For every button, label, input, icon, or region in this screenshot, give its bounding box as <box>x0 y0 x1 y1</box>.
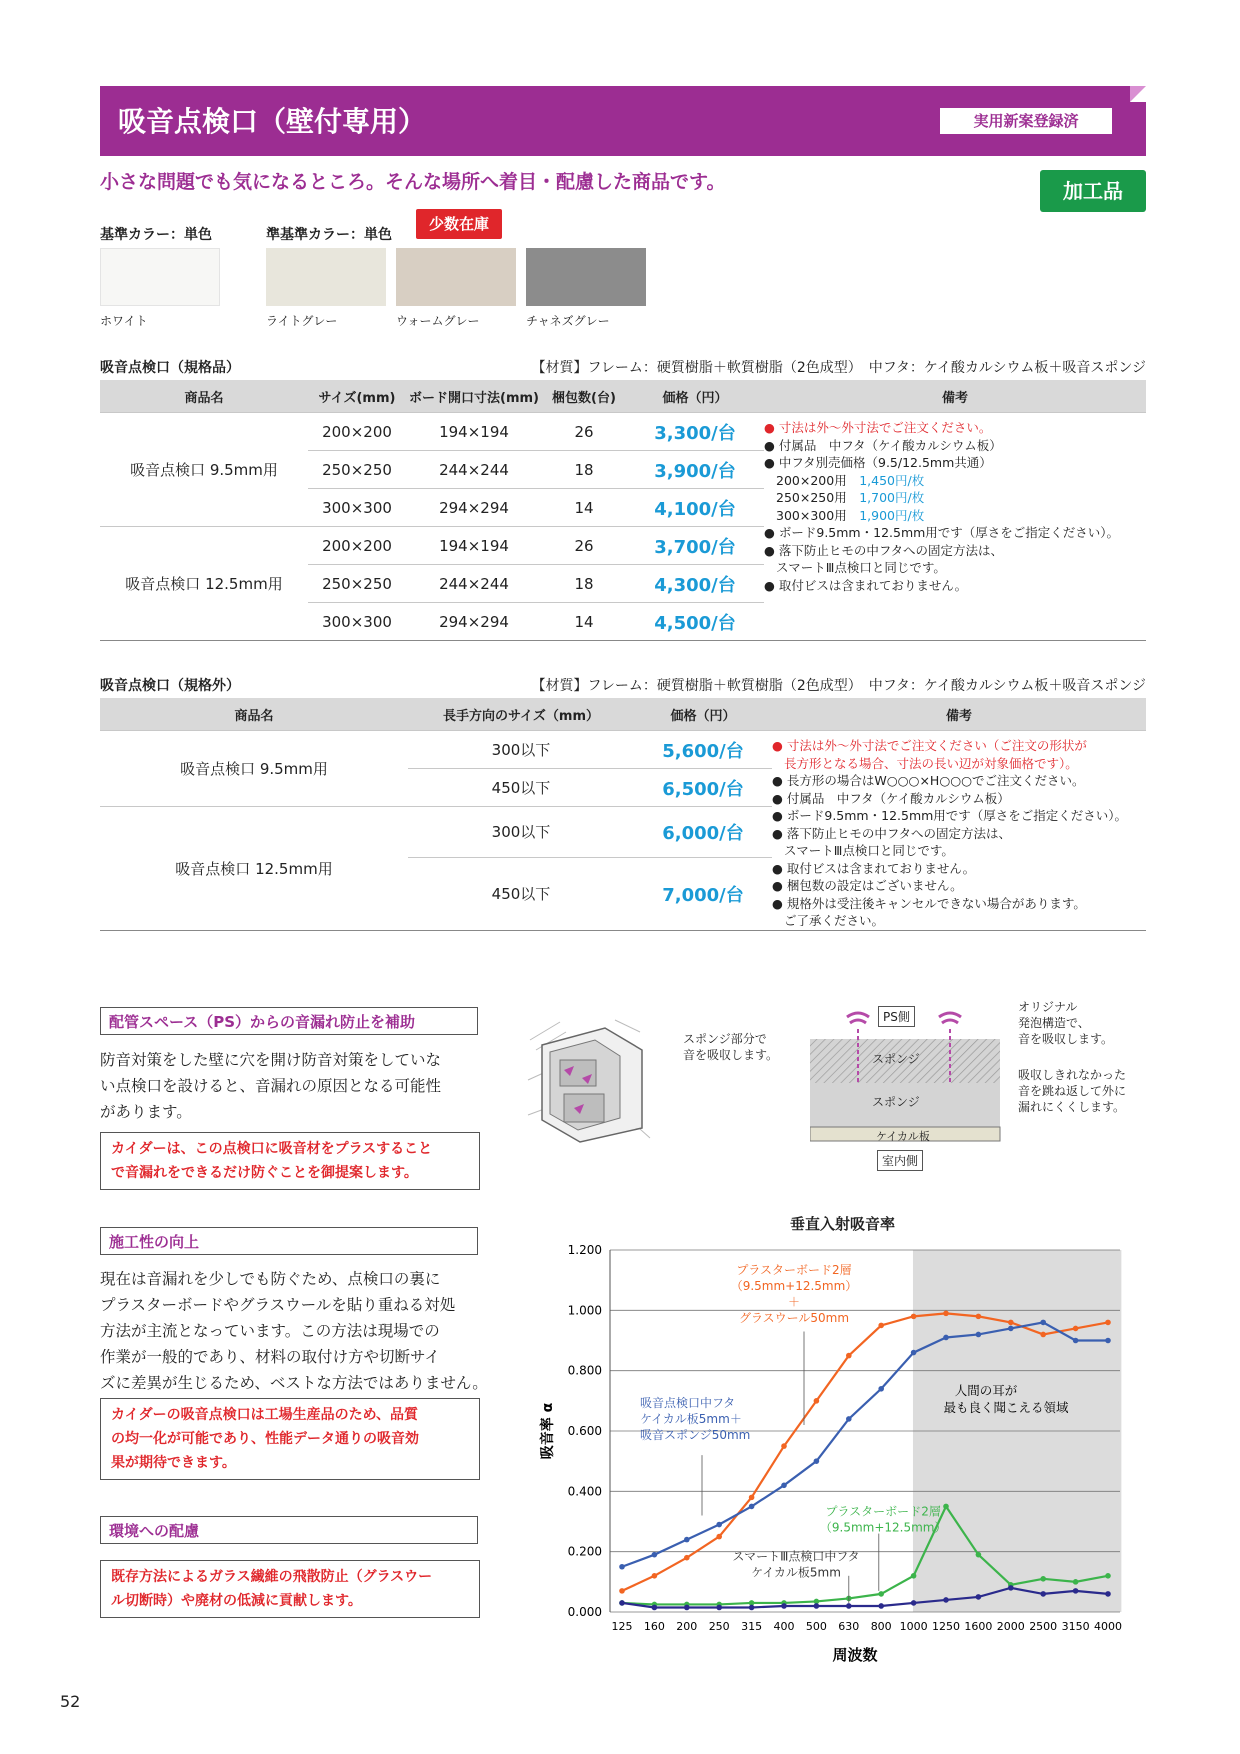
opening-cell: 194×194 <box>406 527 542 565</box>
remark: ● 長方形の場合はW○○○×H○○○でご注文ください。 <box>772 773 1085 788</box>
x-tick-label: 4000 <box>1094 1620 1122 1633</box>
series-point-3 <box>814 1603 820 1609</box>
x-tick-label: 250 <box>708 1620 730 1633</box>
low-stock-badge: 少数在庫 <box>416 209 502 239</box>
remark: ● 落下防止ヒモの中フタへの固定方法は、 <box>764 542 1004 558</box>
sponge-note: スポンジ部分で <box>683 1032 767 1046</box>
swatch-name: チャネズグレー <box>526 314 610 328</box>
series-point-0 <box>652 1573 658 1579</box>
tagline: 小さな問題でも気になるところ。そんな場所へ着目・配慮した商品です。 <box>100 171 726 193</box>
series-point-1 <box>749 1504 755 1510</box>
remark: スマートⅢ点検口と同じです。 <box>784 843 954 858</box>
series-point-1 <box>1073 1338 1079 1344</box>
swatch-name: ホワイト <box>100 314 148 328</box>
x-tick-label: 315 <box>741 1620 763 1633</box>
section-ps-highlight: カイダーは、この点検口に吸音材をプラスすること で音漏れをできるだけ防ぐことを御提案します。 <box>100 1132 480 1190</box>
series-label-2: （9.5mm+12.5mm） <box>819 1520 947 1535</box>
standard-spec-table <box>100 380 1146 641</box>
series-point-0 <box>846 1353 852 1359</box>
sponge-block-upper <box>560 1060 596 1086</box>
series-point-3 <box>846 1603 852 1609</box>
custom-spec-table <box>100 698 1146 931</box>
section-workability-body: 現在は音漏れを少しでも防ぐため、点検口の裏に プラスターボードやグラスウールを貼り重ねる対処 方法が主流となっています。この方法は現場での 作業が一般的であり、材料の取付け方や切断サイ ズに差異が生じるため、ベストな方法ではありません。 <box>100 1270 488 1392</box>
size-cell: 250×250 <box>308 565 406 603</box>
x-tick-label: 2000 <box>996 1620 1025 1633</box>
header-corner-fold <box>1130 86 1146 102</box>
remark: ● 取付ビスは含まれておりません。 <box>772 860 976 876</box>
highlight-label: 人間の耳が <box>954 1382 1018 1398</box>
page-title: 吸音点検口（壁付専用） <box>118 105 427 138</box>
y-tick-label: 0.000 <box>567 1605 602 1619</box>
series-point-1 <box>846 1416 852 1422</box>
series-point-3 <box>1040 1591 1046 1597</box>
y-tick-label: 0.600 <box>567 1424 602 1438</box>
series-point-1 <box>1105 1338 1111 1344</box>
room-side-label: 室内側 <box>877 1150 923 1171</box>
table-row <box>100 731 1146 769</box>
price-cell: 6,000/台 <box>634 807 772 858</box>
series-point-1 <box>878 1386 884 1392</box>
table1-title: 吸音点検口（規格品） <box>100 360 240 376</box>
series-point-0 <box>1040 1332 1046 1338</box>
x-tick-label: 1000 <box>899 1620 928 1633</box>
swatch-chanezu-gray <box>526 248 646 306</box>
series-label-3: ケイカル板5mm <box>751 1565 841 1580</box>
series-point-3 <box>619 1600 625 1606</box>
y-tick-label: 1.000 <box>567 1303 602 1318</box>
price-cell: 6,500/台 <box>634 769 772 807</box>
y-tick-label: 0.400 <box>567 1484 602 1499</box>
series-label-1: ケイカル板5mm＋ <box>640 1411 742 1426</box>
table-row <box>100 413 1146 451</box>
size-cell: 200×200 <box>308 527 406 565</box>
remark: ● 付属品 中フタ（ケイ酸カルシウム板） <box>764 437 1002 453</box>
x-tick-label: 125 <box>611 1620 633 1633</box>
series-point-0 <box>781 1443 787 1449</box>
series-point-3 <box>976 1594 982 1600</box>
x-axis-label: 周波数 <box>832 1646 878 1664</box>
series-point-0 <box>943 1311 949 1317</box>
series-point-2 <box>878 1591 884 1597</box>
x-tick-label: 400 <box>773 1620 795 1633</box>
remark: ● ボード9.5mm・12.5mm用です（厚さをご指定ください）。 <box>772 808 1128 823</box>
series-point-1 <box>814 1458 820 1464</box>
swatch-name: ウォームグレー <box>396 314 480 328</box>
sponge-block-lower <box>564 1094 604 1122</box>
series-point-0 <box>749 1495 755 1501</box>
x-tick-label: 2500 <box>1029 1620 1058 1633</box>
series-point-0 <box>1105 1320 1111 1326</box>
original-note: 発泡構造で、 <box>1018 1016 1090 1030</box>
remarks-cell <box>764 413 1146 641</box>
registered-badge: 実用新案登録済 <box>940 108 1112 134</box>
remark: ● 寸法は外〜外寸法でご注文ください。 <box>764 420 992 435</box>
keikal-label: ケイカル板 <box>876 1130 930 1143</box>
table1-material: 【材質】フレーム：硬質樹脂＋軟質樹脂（2色成型） 中フタ：ケイ酸カルシウム板＋吸音スポンジ <box>531 360 1146 376</box>
price-cell: 3,900/台 <box>626 451 764 489</box>
standard-color-label: 基準カラー：単色 <box>100 227 212 243</box>
series-point-2 <box>943 1504 949 1510</box>
sponge-note: 音を吸収します。 <box>683 1048 779 1062</box>
series-point-2 <box>911 1573 917 1579</box>
series-point-1 <box>1040 1320 1046 1326</box>
y-tick-label: 0.800 <box>567 1363 602 1378</box>
original-note: 音を吸収します。 <box>1018 1032 1114 1046</box>
series-point-3 <box>716 1605 722 1611</box>
pack-cell: 18 <box>542 565 626 603</box>
series-point-0 <box>716 1534 722 1540</box>
chart-title: 垂直入射吸音率 <box>790 1215 896 1233</box>
remark: ● 中フタ別売価格（9.5/12.5mm共通） <box>764 455 992 470</box>
price-cell: 7,000/台 <box>634 857 772 930</box>
price-cell: 5,600/台 <box>634 731 772 769</box>
x-tick-label: 1250 <box>932 1620 960 1633</box>
series-point-0 <box>619 1588 625 1594</box>
section-environment-highlight: 既存方法によるガラス繊維の飛散防止（グラスウー ル切断時）や廃材の低減に貢献します。 <box>100 1560 480 1618</box>
opening-cell: 294×294 <box>406 489 542 527</box>
x-tick-label: 1600 <box>964 1620 993 1633</box>
series-point-2 <box>1105 1573 1111 1579</box>
x-tick-label: 630 <box>838 1620 860 1633</box>
product-name: 吸音点検口 12.5mm用 <box>100 807 408 931</box>
series-point-0 <box>911 1314 917 1320</box>
series-label-2: プラスターボード2層 <box>825 1504 941 1519</box>
swatch-warm-gray <box>396 248 516 306</box>
y-tick-label: 1.200 <box>567 1243 602 1257</box>
series-label-0: プラスターボード2層 <box>736 1263 852 1278</box>
series-point-3 <box>1008 1585 1014 1591</box>
series-point-0 <box>1073 1326 1079 1332</box>
col-header: 備考 <box>772 698 1146 731</box>
series-point-2 <box>1073 1579 1079 1585</box>
size-cell: 300以下 <box>408 731 634 769</box>
sponge-label: スポンジ <box>872 1052 920 1066</box>
section-ps-title: 配管スペース（PS）からの音漏れ防止を補助 <box>100 1007 478 1035</box>
remark: 長方形となる場合、寸法の長い辺が対象価格です）。 <box>784 755 1078 771</box>
pack-cell: 14 <box>542 603 626 641</box>
table2-material: 【材質】フレーム：硬質樹脂＋軟質樹脂（2色成型） 中フタ：ケイ酸カルシウム板＋吸音スポンジ <box>531 678 1146 694</box>
x-tick-label: 160 <box>643 1620 665 1633</box>
series-point-1 <box>911 1350 917 1356</box>
col-header: 商品名 <box>100 698 408 731</box>
processed-badge: 加工品 <box>1040 170 1146 212</box>
series-point-3 <box>878 1603 884 1609</box>
series-point-0 <box>976 1314 982 1320</box>
opening-cell: 244×244 <box>406 565 542 603</box>
series-label-0: グラスウール50mm <box>738 1311 850 1326</box>
pack-cell: 18 <box>542 451 626 489</box>
series-point-3 <box>749 1605 755 1611</box>
col-header: サイズ(mm) <box>308 380 406 413</box>
series-point-2 <box>976 1552 982 1558</box>
remark: ● ボード9.5mm・12.5mm用です（厚さをご指定ください）。 <box>764 525 1120 540</box>
rebound-note: 吸収しきれなかった <box>1018 1068 1127 1082</box>
price-cell: 4,300/台 <box>626 565 764 603</box>
series-point-1 <box>652 1552 658 1558</box>
remark: ● 規格外は受注後キャンセルできない場合があります。 <box>772 895 1086 911</box>
series-label-3: スマートⅢ点検口中フタ <box>732 1549 860 1564</box>
series-point-3 <box>781 1603 787 1609</box>
size-cell: 300×300 <box>308 603 406 641</box>
size-cell: 250×250 <box>308 451 406 489</box>
pack-cell: 26 <box>542 527 626 565</box>
series-point-1 <box>781 1483 787 1489</box>
opening-cell: 244×244 <box>406 451 542 489</box>
x-tick-label: 3150 <box>1061 1620 1090 1633</box>
series-point-1 <box>716 1522 722 1528</box>
remark: ● 落下防止ヒモの中フタへの固定方法は、 <box>772 825 1012 841</box>
size-cell: 300×300 <box>308 489 406 527</box>
size-cell: 450以下 <box>408 769 634 807</box>
remark: ● 寸法は外〜外寸法でご注文ください（ご注文の形状が <box>772 738 1087 753</box>
swatch-name: ライトグレー <box>266 314 338 328</box>
series-point-0 <box>1008 1320 1014 1326</box>
series-point-0 <box>684 1555 690 1561</box>
semi-standard-color-label: 準基準カラー：単色 <box>266 227 392 243</box>
price-cell: 4,500/台 <box>626 603 764 641</box>
remarks-cell <box>772 731 1146 931</box>
x-tick-label: 800 <box>870 1620 892 1633</box>
series-point-1 <box>943 1335 949 1341</box>
section-environment-title: 環境への配慮 <box>100 1516 478 1544</box>
table2-title: 吸音点検口（規格外） <box>100 678 240 694</box>
pack-cell: 26 <box>542 413 626 451</box>
remark: 250×250用 1,700円/枚 <box>776 490 925 505</box>
product-name: 吸音点検口 12.5mm用 <box>100 527 308 641</box>
sponge-label: スポンジ <box>872 1095 920 1109</box>
price-cell: 4,100/台 <box>626 489 764 527</box>
col-header: 価格（円） <box>634 698 772 731</box>
y-tick-label: 0.200 <box>567 1544 602 1559</box>
price-cell: 3,300/台 <box>626 413 764 451</box>
size-cell: 450以下 <box>408 857 634 930</box>
section-workability-title: 施工性の向上 <box>100 1227 478 1255</box>
series-point-3 <box>684 1605 690 1611</box>
col-header: 梱包数(台) <box>542 380 626 413</box>
opening-cell: 194×194 <box>406 413 542 451</box>
product-name: 吸音点検口 9.5mm用 <box>100 731 408 807</box>
remark: ● 取付ビスは含まれておりません。 <box>764 577 968 593</box>
price-cell: 3,700/台 <box>626 527 764 565</box>
series-point-3 <box>911 1600 917 1606</box>
highlight-label: 最も良く聞こえる領域 <box>943 1399 1069 1415</box>
page-number: 52 <box>60 1692 81 1711</box>
ps-side-label: PS側 <box>878 1006 915 1027</box>
col-header: 長手方向のサイズ（mm） <box>408 698 634 731</box>
series-point-2 <box>1040 1576 1046 1582</box>
product-illustration <box>520 1010 660 1145</box>
remark: 200×200用 1,450円/枚 <box>776 472 925 488</box>
series-point-3 <box>1105 1591 1111 1597</box>
series-label-0: （9.5mm+12.5mm） <box>730 1279 858 1294</box>
series-point-3 <box>652 1605 658 1611</box>
pack-cell: 14 <box>542 489 626 527</box>
product-name: 吸音点検口 9.5mm用 <box>100 413 308 527</box>
series-label-0: ＋ <box>787 1295 801 1310</box>
size-cell: 300以下 <box>408 807 634 858</box>
opening-cell: 294×294 <box>406 603 542 641</box>
series-label-1: 吸音点検口中フタ <box>640 1395 736 1410</box>
series-point-1 <box>1008 1326 1014 1332</box>
x-tick-label: 200 <box>676 1620 698 1633</box>
col-header: 商品名 <box>100 380 308 413</box>
series-point-1 <box>619 1564 625 1570</box>
remark: ● 付属品 中フタ（ケイ酸カルシウム板） <box>772 790 1010 806</box>
section-workability-highlight: カイダーの吸音点検口は工場生産品のため、品質 の均一化が可能であり、性能データ通りの吸音効 果が期待できます。 <box>100 1398 480 1480</box>
series-point-3 <box>943 1597 949 1603</box>
rebound-note: 音を跳ね返して外に <box>1018 1084 1127 1098</box>
col-header: 価格（円） <box>626 380 764 413</box>
series-point-3 <box>1073 1588 1079 1594</box>
remark: ご了承ください。 <box>784 913 885 928</box>
col-header: 備考 <box>764 380 1146 413</box>
y-axis-label: 吸音率 α <box>540 1402 556 1460</box>
series-label-1: 吸音スポンジ50mm <box>640 1427 751 1442</box>
series-point-0 <box>878 1323 884 1329</box>
remark: ● 梱包数の設定はございません。 <box>772 878 963 893</box>
remark: スマートⅢ点検口と同じです。 <box>776 560 946 575</box>
rebound-note: 漏れにくくします。 <box>1018 1100 1126 1114</box>
series-point-0 <box>814 1398 820 1404</box>
original-note: オリジナル <box>1018 1000 1078 1014</box>
series-point-1 <box>976 1332 982 1338</box>
col-header: ボード開口寸法(mm) <box>406 380 542 413</box>
swatch-light-gray <box>266 248 386 306</box>
size-cell: 200×200 <box>308 413 406 451</box>
section-ps-body: 防音対策をした壁に穴を開け防音対策をしていな い点検口を設けると、音漏れの原因となる可能性 があります。 <box>100 1051 442 1121</box>
swatch-white <box>100 248 220 306</box>
remark: 300×300用 1,900円/枚 <box>776 507 925 523</box>
x-tick-label: 500 <box>805 1620 827 1633</box>
series-point-1 <box>684 1537 690 1543</box>
absorption-chart <box>520 1236 1140 1676</box>
